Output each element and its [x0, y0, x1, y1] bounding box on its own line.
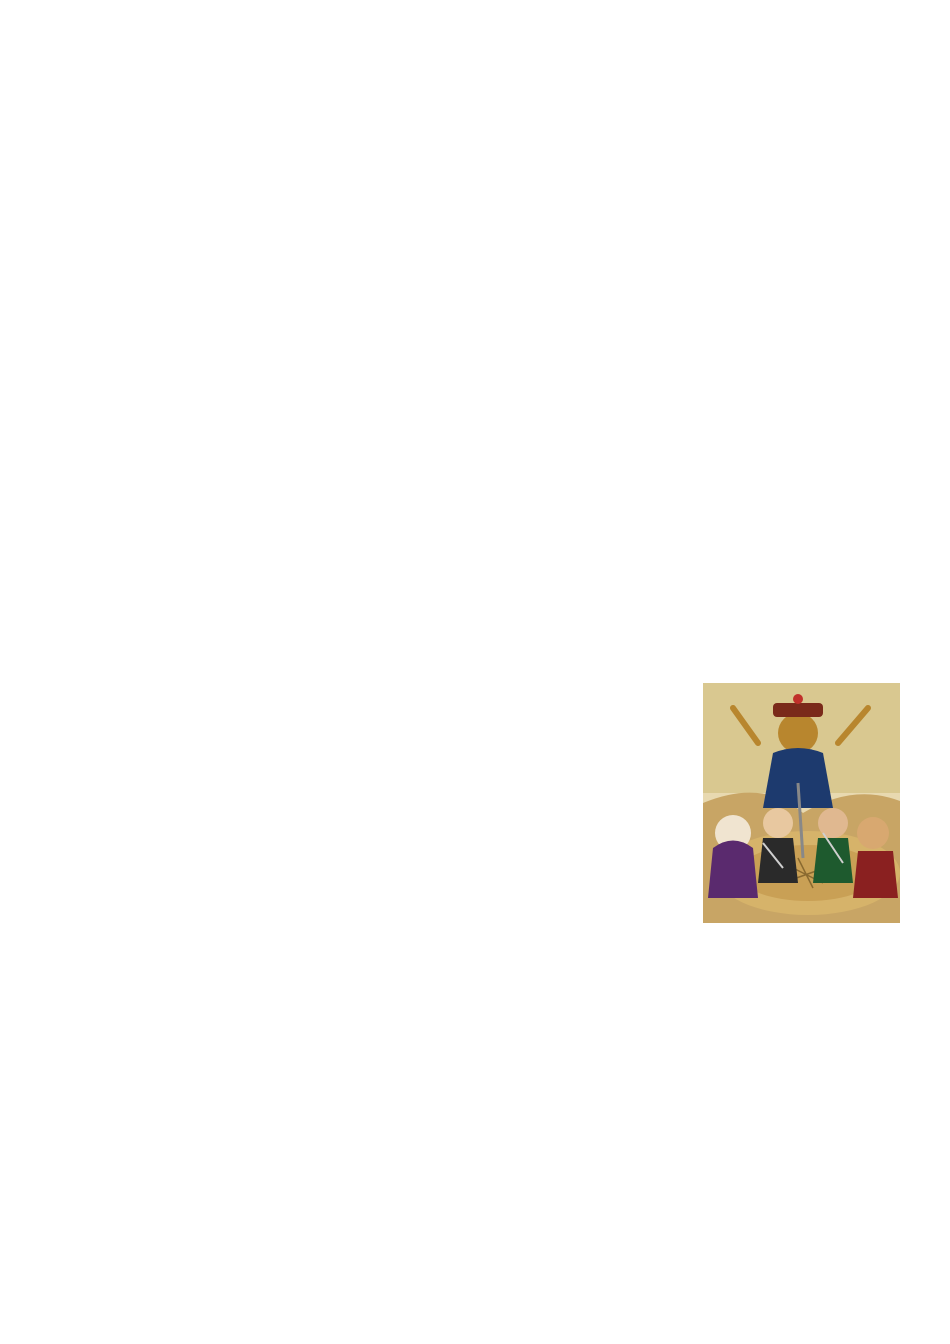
document-content	[144, 122, 808, 127]
cartoon-image	[703, 683, 900, 923]
material-2-block	[144, 122, 702, 124]
